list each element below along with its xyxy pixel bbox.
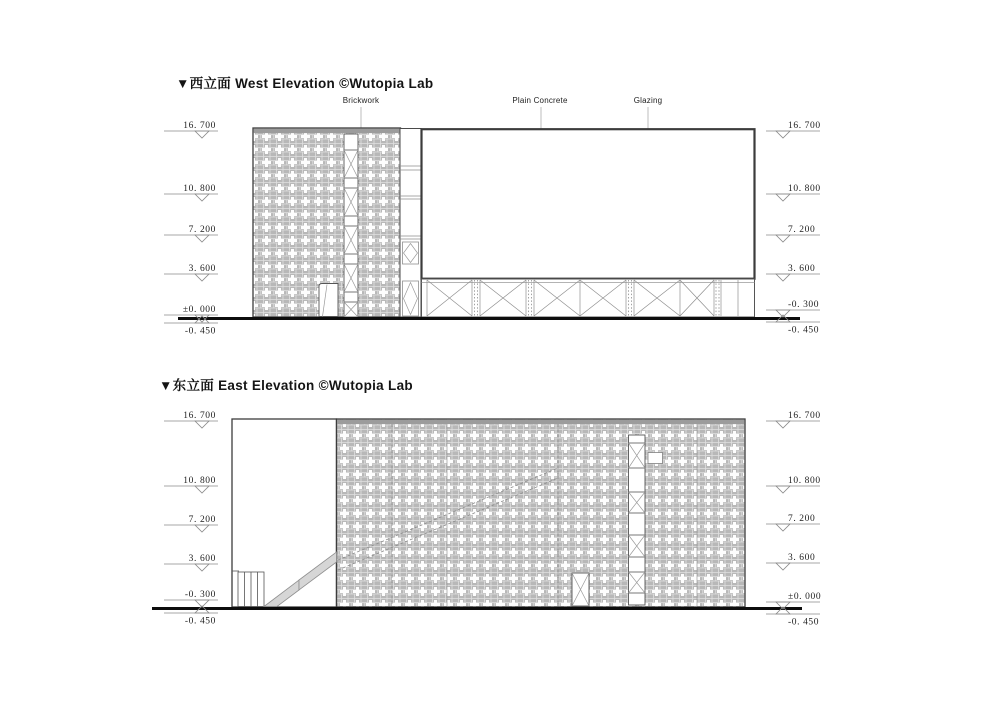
level-text: 7. 200 [788,225,816,236]
west-right-levels [766,121,821,335]
glazing-label: Glazing [633,96,663,105]
west-concrete-panel [422,129,755,279]
level-marker [766,553,820,570]
level-marker [164,121,218,138]
level-marker [766,184,821,201]
level-marker [164,476,218,493]
level-text: 10. 800 [183,476,216,487]
level-marker [164,515,218,532]
east-small-window [648,453,663,464]
level-text: 16. 700 [183,121,216,132]
east-right-levels [766,411,821,627]
level-marker [164,225,218,242]
west-brace-strip [344,134,358,317]
level-text: 10. 800 [183,184,216,195]
level-text: 3. 600 [188,554,216,565]
east-left-levels [164,411,218,626]
level-text: 10. 800 [788,184,821,195]
east-elevation-title: ▼东立面 East Elevation ©Wutopia Lab [159,378,413,393]
level-marker [164,411,218,428]
level-text: 7. 200 [788,514,816,525]
east-brick-wall [337,419,746,607]
level-marker [164,590,218,607]
east-louvre-box [238,572,264,607]
east-door [572,573,589,606]
level-marker [164,554,218,571]
level-marker [766,476,821,493]
level-text: ±0. 000 [182,305,216,316]
east-brick-coping [337,420,744,425]
level-text: 10. 800 [788,476,821,487]
level-text: 16. 700 [788,121,821,132]
level-marker [164,264,218,281]
west-elevation-title: ▼西立面 West Elevation ©Wutopia Lab [176,76,434,91]
west-door [319,284,338,317]
level-marker [766,514,820,531]
west-brick-coping [254,129,400,134]
west-glazing-band [422,279,755,317]
level-text: 7. 200 [188,515,216,526]
level-marker [766,411,821,428]
plain-concrete-label: Plain Concrete [512,96,568,105]
level-text: -0. 300 [184,590,216,601]
level-text: 3. 600 [188,264,216,275]
level-marker [164,184,218,201]
level-text: 3. 600 [788,553,816,564]
level-text: 7. 200 [188,225,216,236]
level-marker [766,300,820,317]
level-text: -0. 300 [788,300,820,311]
east-elevation [152,411,821,627]
east-brace-strip [629,435,646,605]
brickwork-label: Brickwork [342,96,380,105]
level-text: 3. 600 [788,264,816,275]
level-text: -0. 450 [788,617,820,628]
level-text: ±0. 000 [788,592,822,603]
west-elevation [164,96,821,337]
level-marker [766,264,820,281]
west-mullion-strip [400,129,421,318]
level-text: 16. 700 [788,411,821,422]
level-marker [766,225,820,242]
level-marker [766,607,820,628]
level-marker [766,592,821,609]
level-text: -0. 450 [184,616,216,627]
west-left-levels [164,121,218,336]
level-text: -0. 450 [184,326,216,337]
level-marker [766,121,821,138]
level-text: 16. 700 [183,411,216,422]
level-text: -0. 450 [788,325,820,336]
